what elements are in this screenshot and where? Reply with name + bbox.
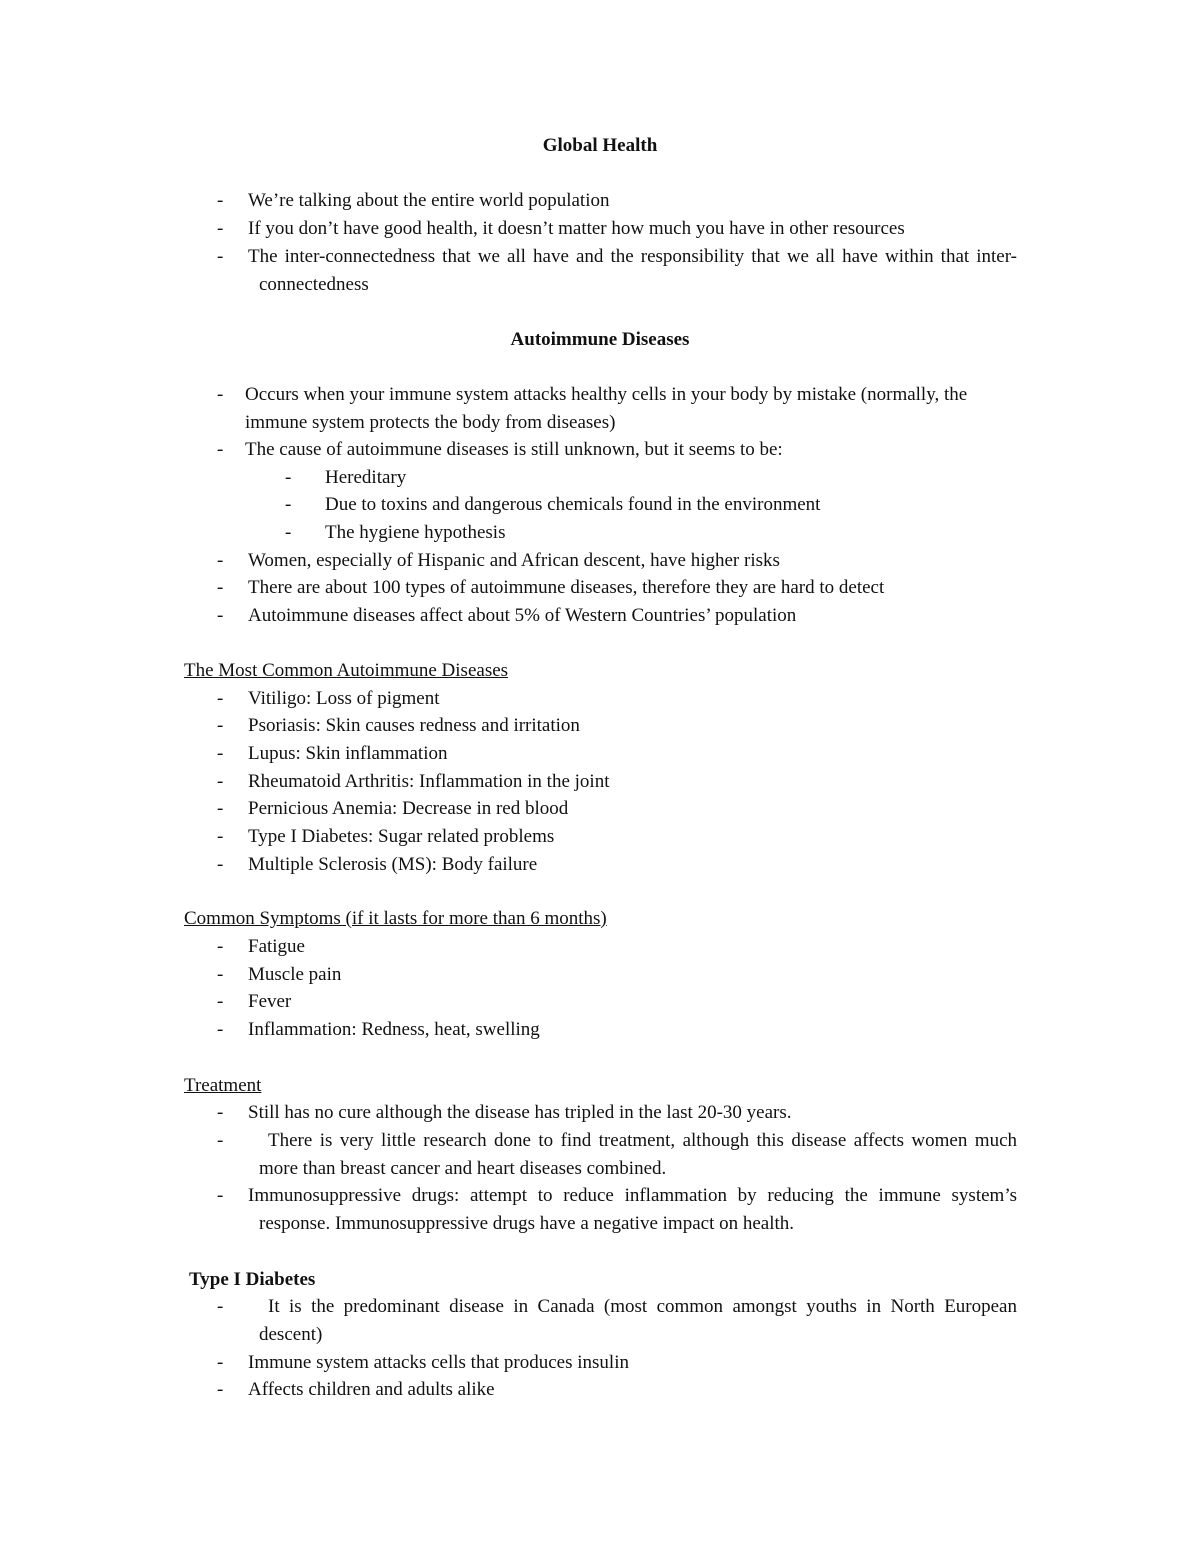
bullet-text: Women, especially of Hispanic and African descent, have higher risks — [248, 550, 780, 571]
bullet-text: Pernicious Anemia: Decrease in red blood — [248, 798, 569, 819]
bullet-text: Psoriasis: Skin causes redness and irritation — [248, 715, 580, 736]
bullet-dash: - — [217, 218, 224, 239]
list-item — [217, 740, 1017, 768]
bullet-text: Inflammation: Redness, heat, swelling — [248, 1019, 540, 1040]
bullet-dash: - — [217, 854, 224, 875]
bullet-dash: - — [217, 246, 224, 267]
bullet-text: Still has no cure although the disease has tripled in the last 20-30 years. — [248, 1102, 792, 1123]
list-item — [217, 685, 1017, 713]
bullet-dash: - — [217, 577, 224, 598]
bullet-text: Immune system attacks cells that produces insulin — [248, 1352, 629, 1373]
bullet-dash: - — [217, 688, 224, 709]
list-item — [217, 1293, 1017, 1348]
heading-type-1-diabetes: Type I Diabetes — [189, 1269, 316, 1290]
bullet-dash: - — [285, 522, 292, 543]
bullet-dash: - — [217, 605, 224, 626]
list-item — [217, 381, 1017, 436]
sub-list-item — [285, 464, 406, 492]
bullet-text: Lupus: Skin inflammation — [248, 743, 448, 764]
bullet-text: We’re talking about the entire world population — [248, 190, 610, 211]
list-item — [217, 712, 1017, 740]
list-item — [217, 851, 1017, 879]
list-item — [217, 768, 1017, 796]
bullet-text: Vitiligo: Loss of pigment — [248, 688, 440, 709]
bullet-text: The cause of autoimmune diseases is still unknown, but it seems to be: — [245, 439, 783, 460]
bullet-text: If you don’t have good health, it doesn’t matter how much you have in other resources — [248, 218, 905, 239]
sub-bullet-text: Due to toxins and dangerous chemicals found in the environment — [325, 494, 821, 515]
bullet-dash: - — [217, 1130, 224, 1151]
heading-most-common: The Most Common Autoimmune Diseases — [184, 660, 509, 681]
bullet-text: Rheumatoid Arthritis: Inflammation in the joint — [248, 771, 610, 792]
list-item — [217, 988, 1017, 1016]
list-item — [217, 215, 1017, 243]
heading-autoimmune-diseases: Autoimmune Diseases — [510, 329, 690, 350]
bullet-text: It is the predominant disease in Canada (most common amongst youths in North European descent) — [259, 1296, 1017, 1345]
bullet-dash: - — [217, 384, 224, 405]
bullet-dash: - — [217, 771, 224, 792]
list-item — [217, 187, 1017, 215]
list-item — [217, 933, 1017, 961]
bullet-dash: - — [217, 550, 224, 571]
bullet-text: There are about 100 types of autoimmune diseases, therefore they are hard to detect — [248, 577, 885, 598]
sub-bullet-text: Hereditary — [325, 467, 407, 488]
list-item — [217, 547, 1017, 575]
sub-list-item — [285, 491, 820, 519]
heading-common-symptoms: Common Symptoms (if it lasts for more than 6 months) — [184, 908, 607, 929]
list-item — [217, 1376, 1017, 1404]
bullet-dash: - — [217, 936, 224, 957]
bullet-dash: - — [217, 1296, 224, 1317]
bullet-text: Type I Diabetes: Sugar related problems — [248, 826, 555, 847]
list-item — [217, 1182, 1017, 1237]
bullet-dash: - — [217, 190, 224, 211]
list-item — [217, 243, 1017, 298]
list-item — [217, 1349, 1017, 1377]
bullet-dash: - — [217, 991, 224, 1012]
bullet-text: Autoimmune diseases affect about 5% of Western Countries’ population — [248, 605, 797, 626]
bullet-dash: - — [285, 494, 292, 515]
bullet-text: Fatigue — [248, 936, 305, 957]
bullet-text: Affects children and adults alike — [248, 1379, 495, 1400]
list-item — [217, 1127, 1017, 1182]
list-item — [217, 602, 1017, 630]
heading-global-health: Global Health — [542, 135, 658, 156]
sub-list-item — [285, 519, 505, 547]
heading-treatment: Treatment — [184, 1075, 262, 1096]
bullet-text: Immunosuppressive drugs: attempt to reduce inflammation by reducing the immune system’s response. Immunosuppressive drugs have a negative impact on health. — [248, 1185, 1017, 1234]
bullet-dash: - — [217, 1185, 224, 1206]
bullet-text: Muscle pain — [248, 964, 342, 985]
bullet-text: The inter-connectedness that we all have and the responsibility that we all have within that inter-connectedness — [248, 246, 1017, 295]
bullet-dash: - — [217, 1019, 224, 1040]
list-item — [217, 1016, 1017, 1044]
bullet-dash: - — [217, 798, 224, 819]
bullet-dash: - — [217, 439, 224, 460]
list-item — [217, 436, 1017, 464]
bullet-dash: - — [217, 1352, 224, 1373]
list-item — [217, 961, 1017, 989]
bullet-dash: - — [217, 715, 224, 736]
list-item — [217, 795, 1017, 823]
list-item — [217, 823, 1017, 851]
bullet-dash: - — [217, 1379, 224, 1400]
bullet-text: Multiple Sclerosis (MS): Body failure — [248, 854, 538, 875]
bullet-dash: - — [217, 826, 224, 847]
bullet-text: There is very little research done to find treatment, although this disease affects women much more than breast cancer and heart diseases combined. — [259, 1130, 1017, 1179]
list-item — [217, 1099, 1017, 1127]
bullet-dash: - — [217, 1102, 224, 1123]
bullet-dash: - — [217, 743, 224, 764]
bullet-dash: - — [285, 467, 292, 488]
bullet-text: Occurs when your immune system attacks healthy cells in your body by mistake (normally, the immune system protects the body from diseases) — [245, 384, 968, 433]
bullet-dash: - — [217, 964, 224, 985]
list-item — [217, 574, 1017, 602]
bullet-text: Fever — [248, 991, 292, 1012]
sub-bullet-text: The hygiene hypothesis — [325, 522, 506, 543]
